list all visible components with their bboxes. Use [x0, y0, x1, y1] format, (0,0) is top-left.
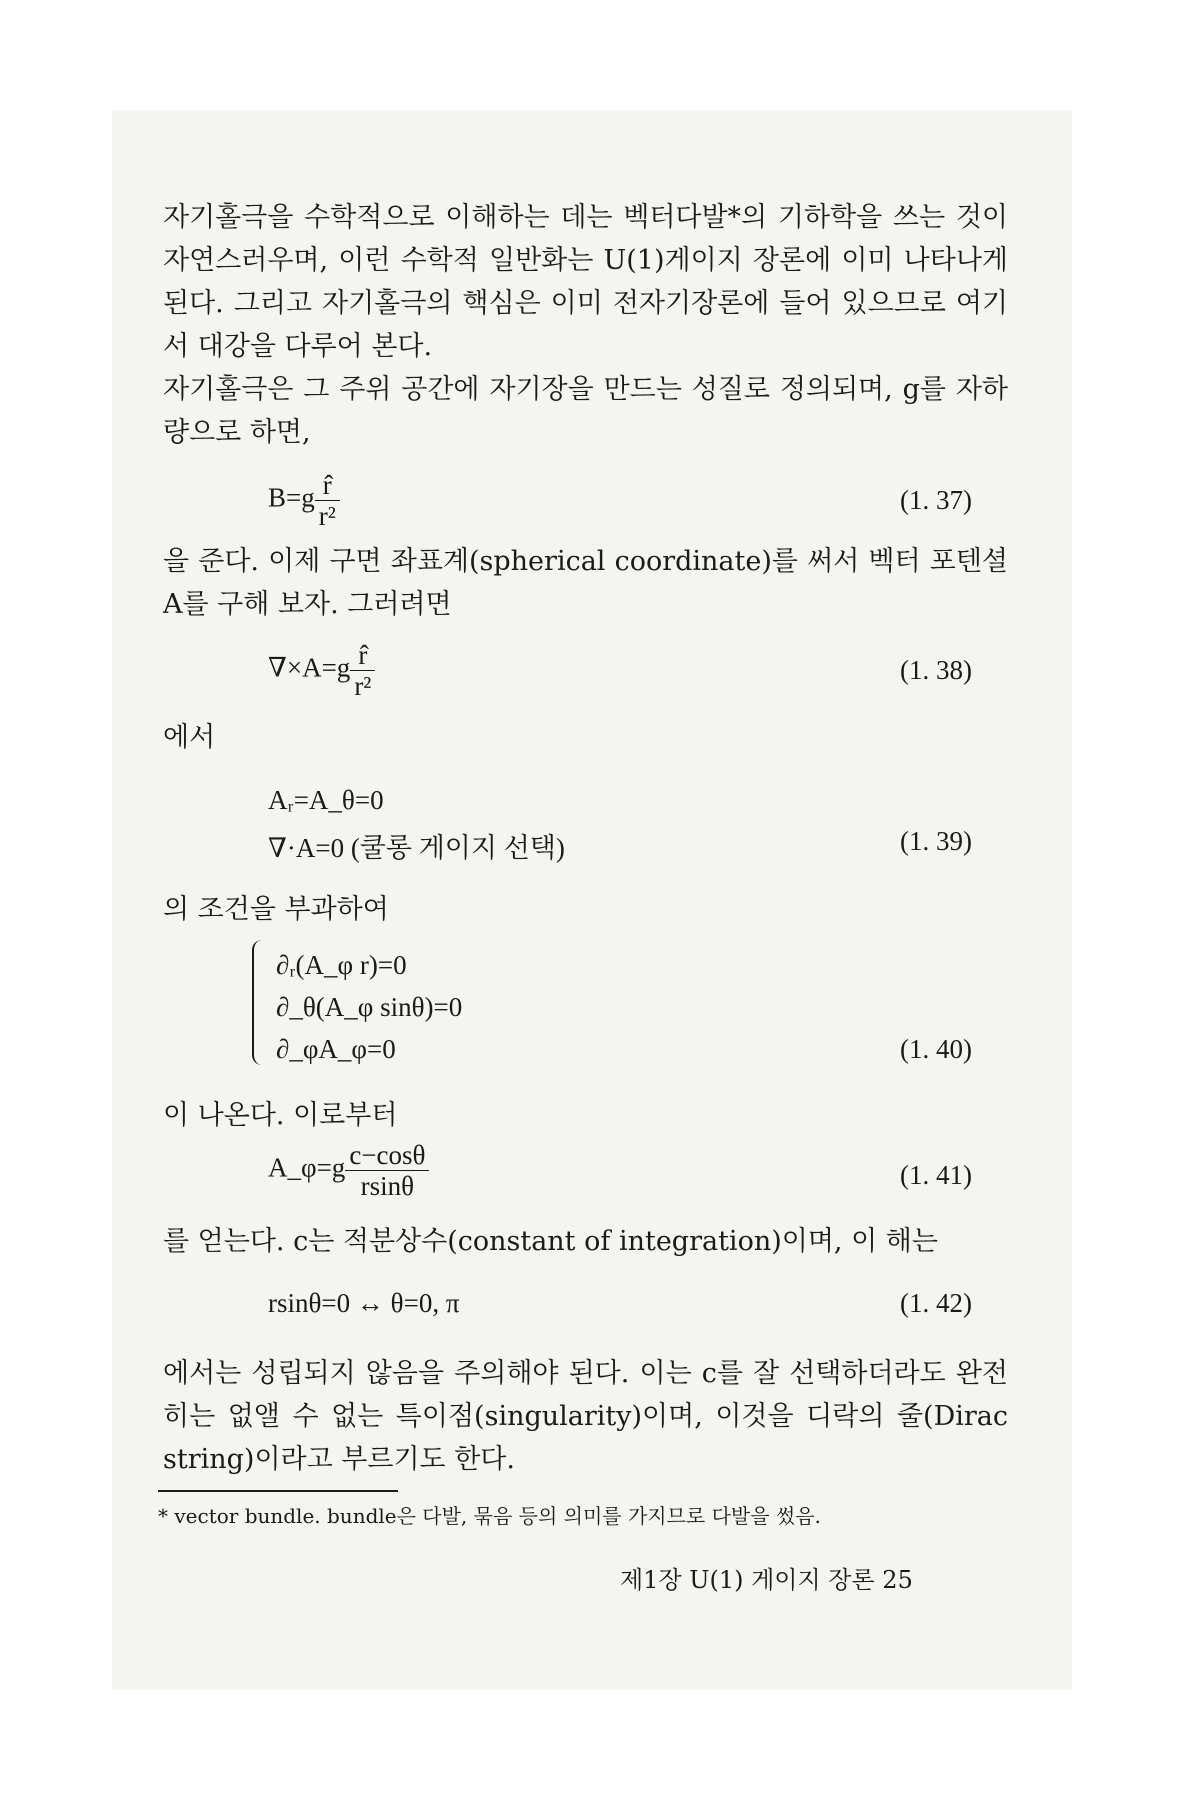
paragraph-result: 이 나온다. 이로부터 — [163, 1100, 398, 1131]
equation-1-39-line1: Aᵣ=A_θ=0 — [268, 785, 384, 815]
equation-1-37: B=g $\frac{r̂}{\text{r²}}$ — [268, 470, 340, 531]
paragraph-constant: 를 얻는다. c는 적분상수(constant of integration)이며, 이 해는 — [163, 1226, 938, 1257]
equation-1-41: A_φ=g $\frac{c-\cos\theta}{rsin\theta}$ — [268, 1140, 429, 1201]
equation-1-38: ∇×A=g $\frac{r̂}{\text{r²}}$ — [268, 640, 375, 701]
paragraph-monopole-definition: 자기홀극은 그 주위 공간에 자기장을 만드는 성질로 정의되며, g를 자하량으로 하면, — [163, 374, 1008, 448]
equation-number-1-39: (1. 39) — [900, 826, 972, 856]
equation-number-1-38: (1. 38) — [900, 655, 972, 685]
equation-number-1-40: (1. 40) — [900, 1034, 972, 1064]
equation-1-40-line3: ∂_φA_φ=0 — [276, 1034, 396, 1064]
paragraph-spherical: 을 준다. 이제 구면 좌표계(spherical coordinate)를 써서 벡터 포텐셜 A를 구해 보자. 그러려면 — [163, 546, 1008, 620]
paragraph-intro: 자기홀극을 수학적으로 이해하는 데는 벡터다발*의 기하학을 쓰는 것이 자연스러우며, 이런 수학적 일반화는 U(1)게이지 장론에 이미 나타나게 된다. 그리고 자기홀극의 핵심은 이미 전자기장론에 들어 있으므로 여기서 대강을 다루어 본다. — [163, 202, 1008, 362]
equation-1-40-line2: ∂_θ(A_φ sinθ)=0 — [276, 992, 463, 1022]
equation-number-1-41: (1. 41) — [900, 1160, 972, 1190]
equation-1-42: rsinθ=0 ↔ θ=0, π — [268, 1288, 460, 1318]
footnote: * vector bundle. bundle은 다발, 묶음 등의 의미를 가지므로 다발을 썼음. — [158, 1504, 821, 1528]
equation-number-1-37: (1. 37) — [900, 485, 972, 515]
footnote-rule — [158, 1490, 398, 1492]
running-footer: 제1장 U(1) 게이지 장론 25 — [620, 1566, 913, 1594]
equation-brace — [252, 940, 268, 1065]
paragraph-dirac-string: 에서는 성립되지 않음을 주의해야 된다. 이는 c를 잘 선택하더라도 완전히는 없앨 수 없는 특이점(singularity)이며, 이것을 디락의 줄(Dirac string)이라고 부르기도 한다. — [163, 1358, 1008, 1475]
equation-1-39-line2: ∇·A=0 (쿨롱 게이지 선택) — [268, 833, 565, 863]
paragraph-conditions: 의 조건을 부과하여 — [163, 894, 389, 925]
equation-number-1-42: (1. 42) — [900, 1288, 972, 1318]
paragraph-where: 에서 — [163, 722, 216, 753]
equation-1-40-line1: ∂ᵣ(A_φ r)=0 — [276, 950, 407, 980]
